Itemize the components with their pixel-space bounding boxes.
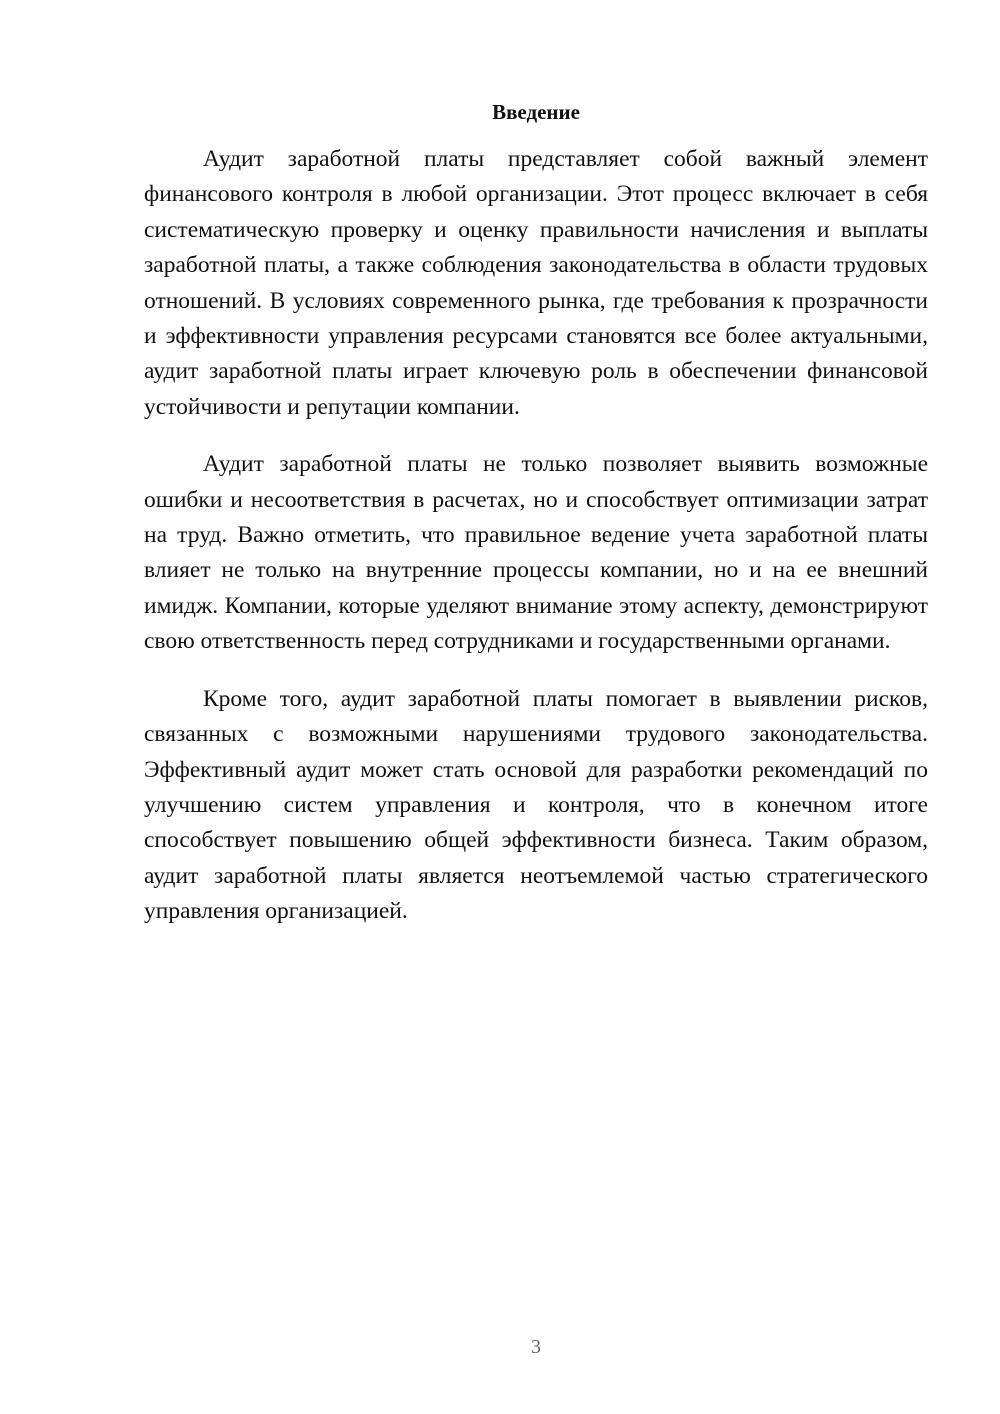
- page-number: 3: [531, 1336, 541, 1358]
- section-heading: Введение: [492, 100, 580, 124]
- paragraph-1: Аудит заработной платы представляет собой важный элемент финансового контроля в любой организации. Этот процесс включает в себя систематическую проверку и оценку правильности начисления и выплаты заработной платы, а также соблюдения законодательства в области трудовых отношений. В условиях современного рынка, где требования к прозрачности и эффективности управления ресурсами становятся все более актуальными, аудит заработной платы играет ключевую роль в обеспечении финансовой устойчивости и репутации компании.: [144, 146, 928, 420]
- paragraph-3: Кроме того, аудит заработной платы помогает в выявлении рисков, связанных с возможными нарушениями трудового законодательства. Эффективный аудит может стать основой для разработки рекомендаций по улучшению систем управления и контроля, что в конечном итоге способствует повышению общей эффективности бизнеса. Таким образом, аудит заработной платы является неотъемлемой частью стратегического управления организацией.: [144, 685, 928, 925]
- document-body: [144, 142, 928, 952]
- paragraph-2: Аудит заработной платы не только позволяет выявить возможные ошибки и несоответствия в расчетах, но и способствует оптимизации затрат на труд. Важно отметить, что правильное ведение учета заработной платы влияет не только на внутренние процессы компании, но и на ее внешний имидж. Компании, которые уделяют внимание этому аспекту, демонстрируют свою ответственность перед сотрудниками и государственными органами.: [144, 451, 928, 655]
